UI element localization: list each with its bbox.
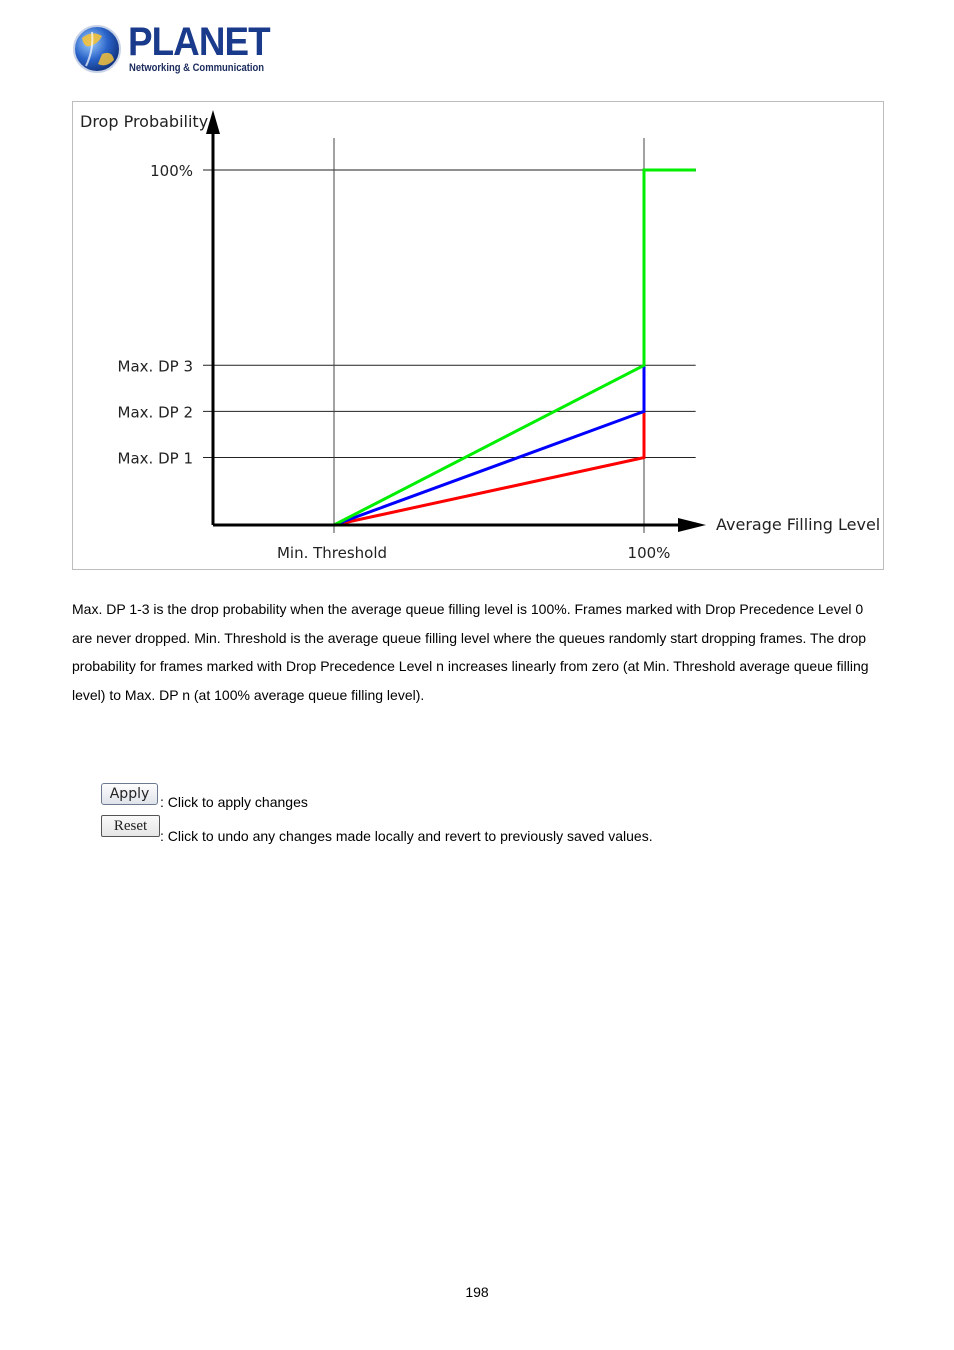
y-tick-label: Max. DP 1 (117, 449, 193, 468)
series-line-2 (213, 170, 696, 525)
planet-logo (72, 22, 272, 78)
logo-wordmark: PLANET (128, 20, 270, 64)
y-tick-label: Max. DP 2 (117, 403, 193, 422)
series-line-3 (213, 170, 696, 525)
drop-probability-figure (72, 101, 884, 570)
globe-icon (72, 24, 122, 74)
description-paragraph: Max. DP 1-3 is the drop probability when the average queue filling level is 100%. Frames marked with Drop Precedence Level 0 are never dropped. Min. Threshold is the average queue filling level where the queues randomly start dropping frames. The drop probability for frames marked with Drop Precedence Level n increases linearly from zero (at Min. Threshold average queue filling level) to Max. DP n (at 100% average queue filling level). (72, 601, 869, 704)
x-tick-label: Min. Threshold (276, 544, 388, 562)
apply-description: : Click to apply changes (160, 794, 308, 810)
drop-probability-chart (73, 102, 883, 569)
reset-description: : Click to undo any changes made locally and revert to previously saved values. (160, 828, 653, 844)
y-tick-label: Max. DP 3 (117, 357, 193, 376)
logo-tagline: Networking & Communication (129, 62, 265, 74)
reset-button[interactable]: Reset (101, 815, 160, 837)
x-tick-label: 100% (627, 544, 671, 562)
apply-button[interactable]: Apply (101, 783, 158, 805)
x-axis-arrow (678, 518, 706, 532)
y-axis-label: Drop Probability (80, 112, 209, 131)
page-number: 198 (465, 1284, 489, 1300)
y-tick-label: 100% (150, 162, 193, 180)
x-axis-label: Average Filling Level (716, 515, 881, 534)
series-line-1 (213, 170, 696, 525)
